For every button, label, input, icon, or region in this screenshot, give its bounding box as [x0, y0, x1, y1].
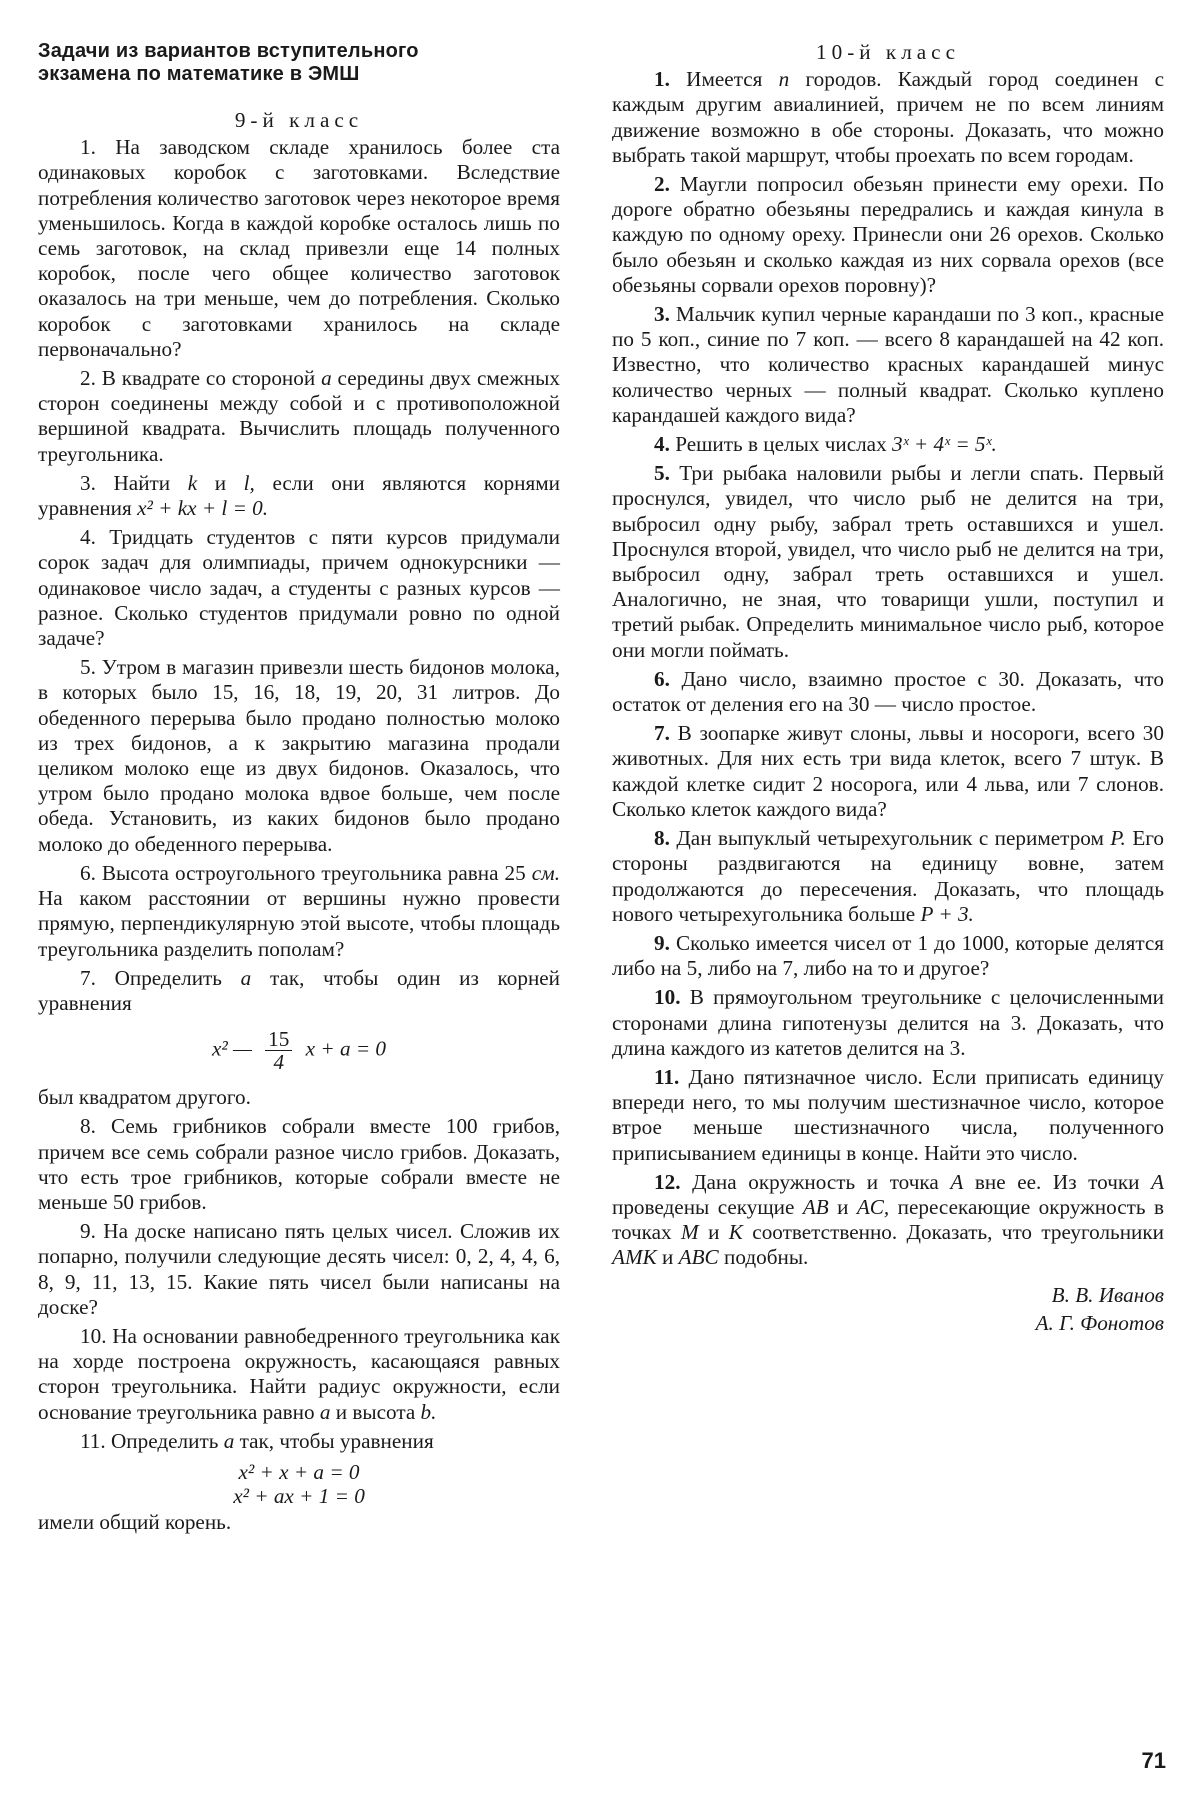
problem-number: 3. [654, 302, 670, 327]
problem-10-2 [612, 172, 1164, 298]
equation-system [38, 1460, 560, 1508]
variable: k [187, 470, 198, 495]
equation-right: x + a = 0 [305, 1036, 387, 1061]
problem-text: и [662, 1245, 674, 1270]
problem-text: Его стороны раздвигаются на единицу вовне, затем продолжаются до пересечения. Доказать, что площадь нового четырехугольника больше [612, 826, 1165, 926]
equation-9-7 [38, 1028, 560, 1073]
problem-10-9 [612, 931, 1164, 981]
title-line-1: Задачи из вариантов вступительного [38, 40, 419, 62]
variable: n [778, 67, 790, 92]
problem-text: На каком расстоянии от вершины нужно провести прямую, перпендикулярную этой высоте, чтобы площадь треугольника разделить пополам? [38, 886, 560, 961]
problem-text: Тридцать студентов с пяти курсов придумали сорок задач для олимпиады, причем однокурсники — одинаковое число задач, а студенты с разных курсов — разное. Сколько студентов придумали ровно по одной задаче? [38, 525, 561, 651]
title-line-2: экзамена по математике в ЭМШ [38, 63, 360, 85]
variable: b. [420, 1399, 437, 1424]
problem-10-1 [612, 67, 1164, 168]
problem-text: соответственно. Доказать, что треугольники [752, 1220, 1165, 1245]
problem-text: Высота остроугольного треугольника равна 25 [101, 860, 526, 885]
equation: x² + kx + l = 0. [137, 496, 269, 521]
problem-9-3 [38, 471, 560, 521]
unit: см. [531, 860, 560, 885]
grade-9-heading: 9-й класс [234, 108, 364, 132]
equation-1: x² + x + a = 0 [238, 1459, 360, 1484]
problem-number: 4. [654, 432, 670, 457]
problem-10-6 [612, 667, 1164, 717]
problem-text: Дано пятизначное число. Если приписать единицу впереди него, то мы получим шестизначное число, которое втрое меньше шестизначного числа, полученного приписыванием единицы в конце. Найти это число. [612, 1064, 1164, 1165]
problem-number: 2. [80, 366, 96, 391]
segment-label: AC, [856, 1194, 890, 1219]
problem-10-5 [612, 461, 1164, 663]
problem-number: 10. [80, 1323, 107, 1348]
problem-number: 3. [80, 470, 96, 495]
grade-10-heading: 10-й класс [816, 40, 960, 64]
problem-number: 1. [654, 67, 670, 92]
equation: 3ˣ + 4ˣ = 5ˣ. [891, 432, 997, 457]
point-label: M [681, 1220, 699, 1245]
problem-9-8 [38, 1114, 560, 1215]
author-name: А. Г. Фонотов [1035, 1310, 1164, 1335]
problem-10-8 [612, 826, 1164, 927]
problem-number: 9. [654, 930, 670, 955]
variable: P. [1110, 826, 1126, 851]
problem-text: Определить [111, 1428, 219, 1453]
problem-10-3 [612, 302, 1164, 428]
problem-text: проведены секущие [612, 1194, 795, 1219]
problem-text: пересекающие окружность в точках [612, 1194, 1164, 1245]
article-title [38, 40, 560, 86]
fraction-numerator: 15 [265, 1028, 292, 1051]
problem-number: 4. [80, 525, 96, 550]
problem-text: так, чтобы один из корней уравнения [38, 965, 561, 1015]
point-label: A [1151, 1169, 1165, 1194]
problem-text: если они являются корнями уравнения [38, 470, 560, 521]
segment-label: AB [802, 1194, 829, 1219]
problem-text: Определить [114, 965, 222, 990]
problem-number: 2. [654, 172, 670, 197]
triangle-label: AMK [612, 1245, 657, 1270]
problem-text: Решить в целых числах [675, 432, 887, 457]
problem-text: Дан выпуклый четырехугольник с периметром [676, 826, 1104, 851]
problem-number: 1. [80, 135, 96, 160]
problem-text: Утром в магазин привезли шесть бидонов молока, в которых было 15, 16, 18, 19, 20, 31 литров. До обеденного перерыва было продано полностью молоко из трех бидонов, а к закрытию магазина продали целиком молоко еще из двух бидонов. Оказалось, что утром было продано молока вдвое больше, чем после обеда. Установить, из каких бидонов было продано молоко до обеденного перерыва. [38, 655, 561, 856]
problem-text: середины двух смежных сторон соединены между собой и с противоположной вершиной квадрата. Вычислить площадь полученного треугольника. [38, 366, 560, 466]
problem-9-4 [38, 525, 560, 651]
problem-9-2 [38, 366, 560, 467]
equation-left: x² — [211, 1036, 252, 1061]
problem-text: Сколько имеется чисел от 1 до 1000, которые делятся либо на 5, либо на 7, либо на то и другое? [612, 930, 1164, 981]
problem-text: В прямоугольном треугольнике с целочисленными сторонами длина гипотенузы делится на 3. Доказать, что длина каждого из катетов делится на 3. [612, 985, 1164, 1060]
problem-10-11 [612, 1065, 1164, 1166]
problem-text: В зоопарке живут слоны, львы и носороги, всего 30 животных. Для них есть три вида клеток, всего 7 штук. В каждой клетке сидит 2 носорога, или 4 льва, или 7 слонов. Сколько клеток каждого вида? [612, 721, 1164, 821]
variable: a [321, 366, 332, 391]
page-number: 71 [1141, 1748, 1166, 1773]
fraction [265, 1028, 292, 1073]
problem-10-12 [612, 1170, 1164, 1271]
problem-text: и [214, 470, 227, 495]
problem-9-6 [38, 861, 560, 962]
problem-text: Семь грибников собрали вместе 100 грибов, причем все семь собрали разное число грибов. Доказать, что есть трое грибников, которые собрали вместе не меньше 50 грибов. [38, 1114, 561, 1214]
problem-10-7 [612, 721, 1164, 822]
problem-number: 11. [80, 1428, 106, 1453]
problem-9-1 [38, 135, 560, 362]
problem-number: 7. [80, 965, 96, 990]
problem-text: Три рыбака наловили рыбы и легли спать. Первый проснулся, увидел, что число рыб не делится на три, выбросил одну рыбу, забрал треть оставшихся и ушел. Проснулся второй, увидел, что число рыб не делится на три, выбросил одну, забрал треть оставшихся и ушел. Аналогично, не зная, что товарищи ушли, поступил и третий рыбак. Определить минимальное число рыб, которое они могли поймать. [612, 461, 1165, 662]
problem-10-4 [612, 432, 1164, 457]
problem-number: 11. [654, 1064, 680, 1089]
problem-text: был квадратом другого. [38, 1085, 251, 1110]
problem-text: На основании равнобедренного треугольника как на хорде построена окружность, касающаяся равных сторон треугольника. Найти радиус окружности, если основание треугольника равно [38, 1323, 560, 1424]
problem-10-10 [612, 985, 1164, 1061]
variable: a [240, 965, 252, 990]
problem-number: 8. [80, 1114, 96, 1139]
triangle-label: ABC [678, 1245, 719, 1270]
problem-number: 5. [80, 655, 96, 680]
variable: a [319, 1399, 331, 1424]
problem-number: 5. [654, 461, 670, 486]
problem-text: и высота [335, 1399, 416, 1424]
variable: l, [243, 470, 255, 495]
problem-text: Мальчик купил черные карандаши по 3 коп., красные по 5 коп., синие по 7 коп. — всего 8 карандашей на 42 коп. Известно, что количество красных карандашей минус количество черных — полный квадрат. Сколько куплено карандашей каждого вида? [612, 302, 1164, 427]
problem-9-11 [38, 1429, 560, 1454]
expression: P + 3. [920, 901, 974, 926]
problem-9-9 [38, 1219, 560, 1320]
problem-number: 6. [654, 666, 670, 691]
problem-text: вне ее. Из точки [974, 1169, 1140, 1194]
problem-text: и [837, 1194, 849, 1219]
problem-text: На заводском складе хранилось более ста одинаковых коробок с заготовками. Вследствие потребления количество заготовок через некоторое время уменьшилось. Когда в каждой коробке осталось лишь по семь заготовок, на склад привезли еще 14 полных коробок, после чего общее количество заготовок оказалось на три меньше, чем до потребления. Сколько коробок с заготовками хранилось на складе первоначально? [38, 135, 561, 361]
point-label: K [728, 1220, 743, 1245]
problem-text: На доске написано пять целых чисел. Сложив их попарно, получили следующие десять чисел: 0, 2, 4, 4, 6, 8, 9, 11, 13, 15. Какие пять чисел были написаны на доске? [38, 1219, 561, 1319]
problem-9-5 [38, 655, 560, 857]
point-label: A [950, 1169, 964, 1194]
problem-text: городов. Каждый город соединен с каждым другим авиалинией, причем не по всем линиям движение возможно в обе стороны. Доказать, что можно выбрать такой маршрут, чтобы проехать по всем городам. [612, 67, 1164, 167]
problem-number: 12. [654, 1169, 681, 1194]
fraction-denominator: 4 [273, 1050, 285, 1075]
problem-text: и [708, 1220, 720, 1245]
right-column [612, 40, 1164, 1337]
problem-number: 8. [654, 826, 670, 851]
problem-text: имели общий корень. [38, 1509, 232, 1534]
problem-number: 7. [654, 721, 670, 746]
problem-text: Дана окружность и точка [692, 1169, 939, 1194]
problem-text: Маугли попросил обезьян принести ему орехи. По дороге обратно обезьяны передрались и каждая кинула в каждую по одному ореху. Принесли они 26 орехов. Сколько было обезьян и сколько каждая из них сорвала орехов (все обезьяны сорвали орехов поровну)? [612, 172, 1164, 297]
author-name: В. В. Иванов [1051, 1282, 1164, 1307]
problem-number: 10. [654, 985, 681, 1010]
problem-text: подобны. [724, 1245, 809, 1270]
problem-9-7 [38, 966, 560, 1016]
problem-text: В квадрате со стороной [101, 366, 316, 391]
authors [612, 1281, 1164, 1337]
variable: a [223, 1428, 235, 1453]
problem-text: Найти [113, 470, 171, 495]
problem-text: так, чтобы уравнения [239, 1428, 434, 1453]
problem-text: Дано число, взаимно простое с 30. Доказать, что остаток от деления его на 30 — число простое. [612, 666, 1164, 717]
problem-number: 6. [80, 860, 96, 885]
problem-text: Имеется [686, 67, 763, 92]
left-column [38, 40, 560, 1539]
problem-number: 9. [80, 1219, 96, 1244]
equation-2: x² + ax + 1 = 0 [233, 1483, 365, 1508]
problem-9-10 [38, 1324, 560, 1425]
